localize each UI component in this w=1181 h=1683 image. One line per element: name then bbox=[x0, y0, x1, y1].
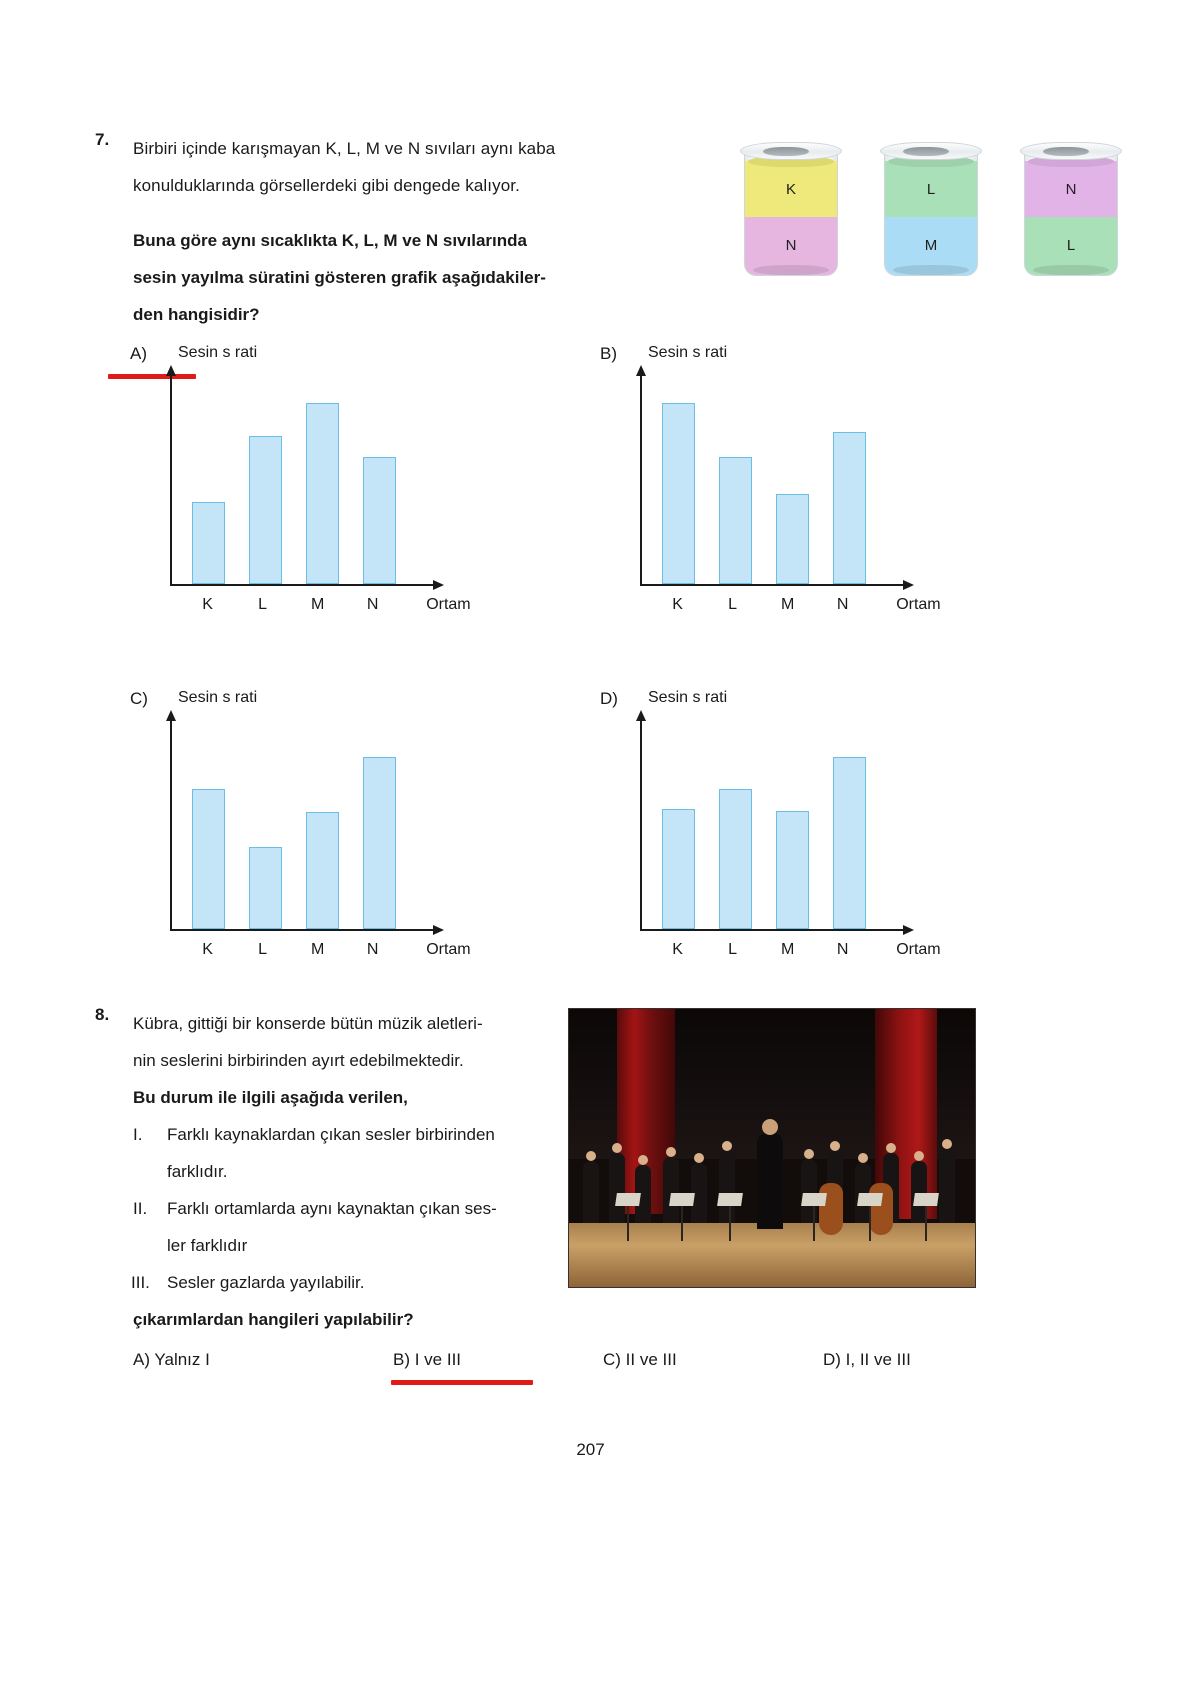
q7-intro-line-2: konulduklarında görsellerdeki gibi dengede kalıyor. bbox=[133, 176, 520, 195]
option-c-plot bbox=[170, 701, 480, 958]
option-d-y-axis-label: Sesin s rati bbox=[648, 689, 728, 706]
question-8-text bbox=[133, 1005, 563, 1338]
option-a-bar-k bbox=[192, 502, 225, 584]
option-a-bar-n bbox=[363, 457, 396, 584]
photo-musician bbox=[663, 1157, 679, 1223]
option-b-y-axis-label: Sesin s rati bbox=[648, 344, 728, 361]
beaker-2-top-label: L bbox=[926, 181, 936, 198]
option-c-xlabel-ortam: Ortam bbox=[426, 941, 471, 958]
option-d-bar-k bbox=[662, 809, 695, 929]
option-b-xlabel-l: L bbox=[728, 596, 738, 613]
option-d-xlabel-ortam: Ortam bbox=[896, 941, 941, 958]
option-b-y-axis bbox=[640, 374, 642, 586]
option-c-bar-n bbox=[363, 757, 396, 929]
option-b-xlabel-m: M bbox=[780, 596, 795, 613]
option-a-x-labels bbox=[192, 596, 492, 614]
option-d-y-axis bbox=[640, 719, 642, 931]
option-b-plot bbox=[640, 356, 950, 613]
photo-cello bbox=[869, 1183, 893, 1235]
option-a-xlabel-m: M bbox=[310, 596, 325, 613]
option-c-bar-m bbox=[306, 812, 339, 929]
photo-musician bbox=[609, 1153, 625, 1223]
q8-item-1-line-1: Farklı kaynaklardan çıkan sesler birbirinden bbox=[167, 1125, 495, 1144]
page-number: 207 bbox=[576, 1440, 605, 1459]
option-d-bar-l bbox=[719, 789, 752, 929]
option-c-xlabel-n: N bbox=[366, 941, 379, 958]
option-b-x-axis bbox=[640, 584, 905, 586]
option-a-xlabel-k: K bbox=[202, 596, 213, 613]
option-b-bar-m bbox=[776, 494, 809, 584]
option-c-xlabel-m: M bbox=[310, 941, 325, 958]
beaker-1-bottom-liquid bbox=[745, 217, 837, 276]
beaker-2 bbox=[880, 138, 982, 278]
option-b-bars bbox=[662, 379, 892, 584]
q8-intro-line-2: nin seslerini birbirinden ayırt edebilmektedir. bbox=[133, 1051, 464, 1070]
photo-musician bbox=[719, 1151, 735, 1223]
q8-prompt: Bu durum ile ilgili aşağıda verilen, bbox=[133, 1088, 408, 1107]
option-c-chart[interactable] bbox=[98, 683, 498, 983]
q8-item-2-line-1: Farklı ortamlarda aynı kaynaktan çıkan ses- bbox=[167, 1199, 497, 1218]
option-d-xlabel-m: M bbox=[780, 941, 795, 958]
q8-option-a[interactable]: A) Yalnız I bbox=[133, 1350, 210, 1369]
q8-item-2-line-2: ler farklıdır bbox=[167, 1236, 248, 1255]
q7-intro-line-1: Birbiri içinde karışmayan K, L, M ve N sıvıları aynı kaba bbox=[133, 139, 556, 158]
beaker-3-bottom-liquid bbox=[1025, 217, 1117, 276]
option-c-y-axis bbox=[170, 719, 172, 931]
photo-conductor bbox=[757, 1133, 783, 1229]
option-a-plot bbox=[170, 356, 480, 613]
option-c-letter: C) bbox=[130, 689, 148, 708]
option-b-x-labels bbox=[662, 596, 962, 614]
option-c-xlabel-k: K bbox=[202, 941, 213, 958]
option-d-bar-n bbox=[833, 757, 866, 929]
option-d-xlabel-l: L bbox=[728, 941, 738, 958]
option-b-xlabel-n: N bbox=[836, 596, 849, 613]
option-c-x-labels bbox=[192, 941, 492, 959]
beaker-3-top-liquid bbox=[1025, 161, 1117, 217]
option-d-xlabel-n: N bbox=[836, 941, 849, 958]
photo-musician bbox=[583, 1161, 599, 1223]
option-b-bar-n bbox=[833, 432, 866, 584]
q8-intro-line-1: Kübra, gittiği bir konserde bütün müzik aletleri- bbox=[133, 1014, 483, 1033]
beaker-1-bottom-label: N bbox=[785, 237, 797, 254]
q8-item-2-cont bbox=[133, 1227, 563, 1264]
photo-music-stand bbox=[681, 1199, 683, 1241]
option-c-bars bbox=[192, 724, 422, 929]
option-c-bar-l bbox=[249, 847, 282, 929]
option-d-chart[interactable] bbox=[568, 683, 968, 983]
q8-item-2-numeral: II. bbox=[133, 1199, 148, 1218]
option-d-bars bbox=[662, 724, 892, 929]
q8-option-d[interactable]: D) I, II ve III bbox=[823, 1350, 911, 1369]
question-7-text bbox=[133, 130, 613, 333]
option-a-x-axis bbox=[170, 584, 435, 586]
question-8-number: 8. bbox=[95, 1005, 110, 1024]
q7-prompt-line-3: den hangisidir? bbox=[133, 305, 260, 324]
photo-music-stand bbox=[813, 1199, 815, 1241]
q8-item-1-cont bbox=[133, 1153, 563, 1190]
q8-option-b[interactable]: B) I ve III bbox=[393, 1350, 462, 1369]
option-a-y-axis-label: Sesin s rati bbox=[178, 344, 258, 361]
option-c-bar-k bbox=[192, 789, 225, 929]
option-a-bars bbox=[192, 379, 422, 584]
beaker-2-top-liquid bbox=[885, 161, 977, 217]
photo-cello bbox=[819, 1183, 843, 1235]
beaker-2-rim bbox=[880, 142, 982, 160]
beaker-3-top-label: N bbox=[1065, 181, 1077, 198]
photo-stage-floor bbox=[569, 1223, 975, 1287]
beaker-1-glass bbox=[744, 148, 838, 276]
option-d-letter: D) bbox=[600, 689, 618, 708]
option-a-xlabel-n: N bbox=[366, 596, 379, 613]
photo-music-stand bbox=[627, 1199, 629, 1241]
q8-item-1-numeral: I. bbox=[133, 1125, 143, 1144]
option-d-xlabel-k: K bbox=[672, 941, 683, 958]
option-d-bar-m bbox=[776, 811, 809, 929]
q8-option-c[interactable]: C) II ve III bbox=[603, 1350, 677, 1369]
option-c-xlabel-l: L bbox=[258, 941, 268, 958]
option-a-bar-m bbox=[306, 403, 339, 584]
option-c-x-axis bbox=[170, 929, 435, 931]
q8-answer-options bbox=[133, 1350, 1033, 1390]
beaker-3-bottom-label: L bbox=[1066, 237, 1076, 254]
option-d-x-labels bbox=[662, 941, 962, 959]
q8-question: çıkarımlardan hangileri yapılabilir? bbox=[133, 1310, 414, 1329]
option-a-y-axis bbox=[170, 374, 172, 586]
option-b-chart[interactable] bbox=[568, 338, 968, 638]
q8-item-1-line-2: farklıdır. bbox=[167, 1162, 228, 1181]
option-b-xlabel-ortam: Ortam bbox=[896, 596, 941, 613]
option-a-chart[interactable] bbox=[98, 338, 498, 638]
beaker-1-top-liquid bbox=[745, 161, 837, 217]
photo-music-stand bbox=[925, 1199, 927, 1241]
option-b-xlabel-k: K bbox=[672, 596, 683, 613]
question-7-number: 7. bbox=[95, 130, 110, 149]
option-b-letter: B) bbox=[600, 344, 617, 363]
option-a-xlabel-l: L bbox=[258, 596, 268, 613]
q7-prompt-line-2: sesin yayılma süratini gösteren grafik aşağıdakiler- bbox=[133, 268, 546, 287]
q8-item-3-numeral: III. bbox=[131, 1273, 150, 1292]
q8-item-3-line-1: Sesler gazlarda yayılabilir. bbox=[167, 1273, 365, 1292]
option-b-bar-l bbox=[719, 457, 752, 584]
beaker-1-top-label: K bbox=[785, 181, 796, 198]
beaker-1 bbox=[740, 138, 842, 278]
photo-musician bbox=[939, 1149, 955, 1223]
beaker-2-bottom-label: M bbox=[924, 237, 938, 254]
q8-item-3 bbox=[133, 1264, 563, 1301]
option-a-xlabel-ortam: Ortam bbox=[426, 596, 471, 613]
photo-music-stand bbox=[729, 1199, 731, 1241]
beaker-2-glass bbox=[884, 148, 978, 276]
option-d-x-axis bbox=[640, 929, 905, 931]
concert-orchestra-photo bbox=[568, 1008, 976, 1288]
beaker-2-bottom-liquid bbox=[885, 217, 977, 276]
beaker-3 bbox=[1020, 138, 1122, 278]
q7-prompt-line-1: Buna göre aynı sıcaklıkta K, L, M ve N sıvılarında bbox=[133, 231, 527, 250]
q8-item-2 bbox=[133, 1190, 563, 1227]
option-c-y-axis-label: Sesin s rati bbox=[178, 689, 258, 706]
option-a-bar-l bbox=[249, 436, 282, 584]
beaker-illustrations bbox=[740, 138, 1140, 288]
q8-option-b-red-underline bbox=[391, 1380, 533, 1385]
option-a-letter: A) bbox=[130, 344, 147, 363]
option-b-bar-k bbox=[662, 403, 695, 584]
beaker-1-rim bbox=[740, 142, 842, 160]
photo-music-stand bbox=[869, 1199, 871, 1241]
option-d-plot bbox=[640, 701, 950, 958]
q8-item-1 bbox=[133, 1116, 563, 1153]
beaker-3-glass bbox=[1024, 148, 1118, 276]
beaker-3-rim bbox=[1020, 142, 1122, 160]
